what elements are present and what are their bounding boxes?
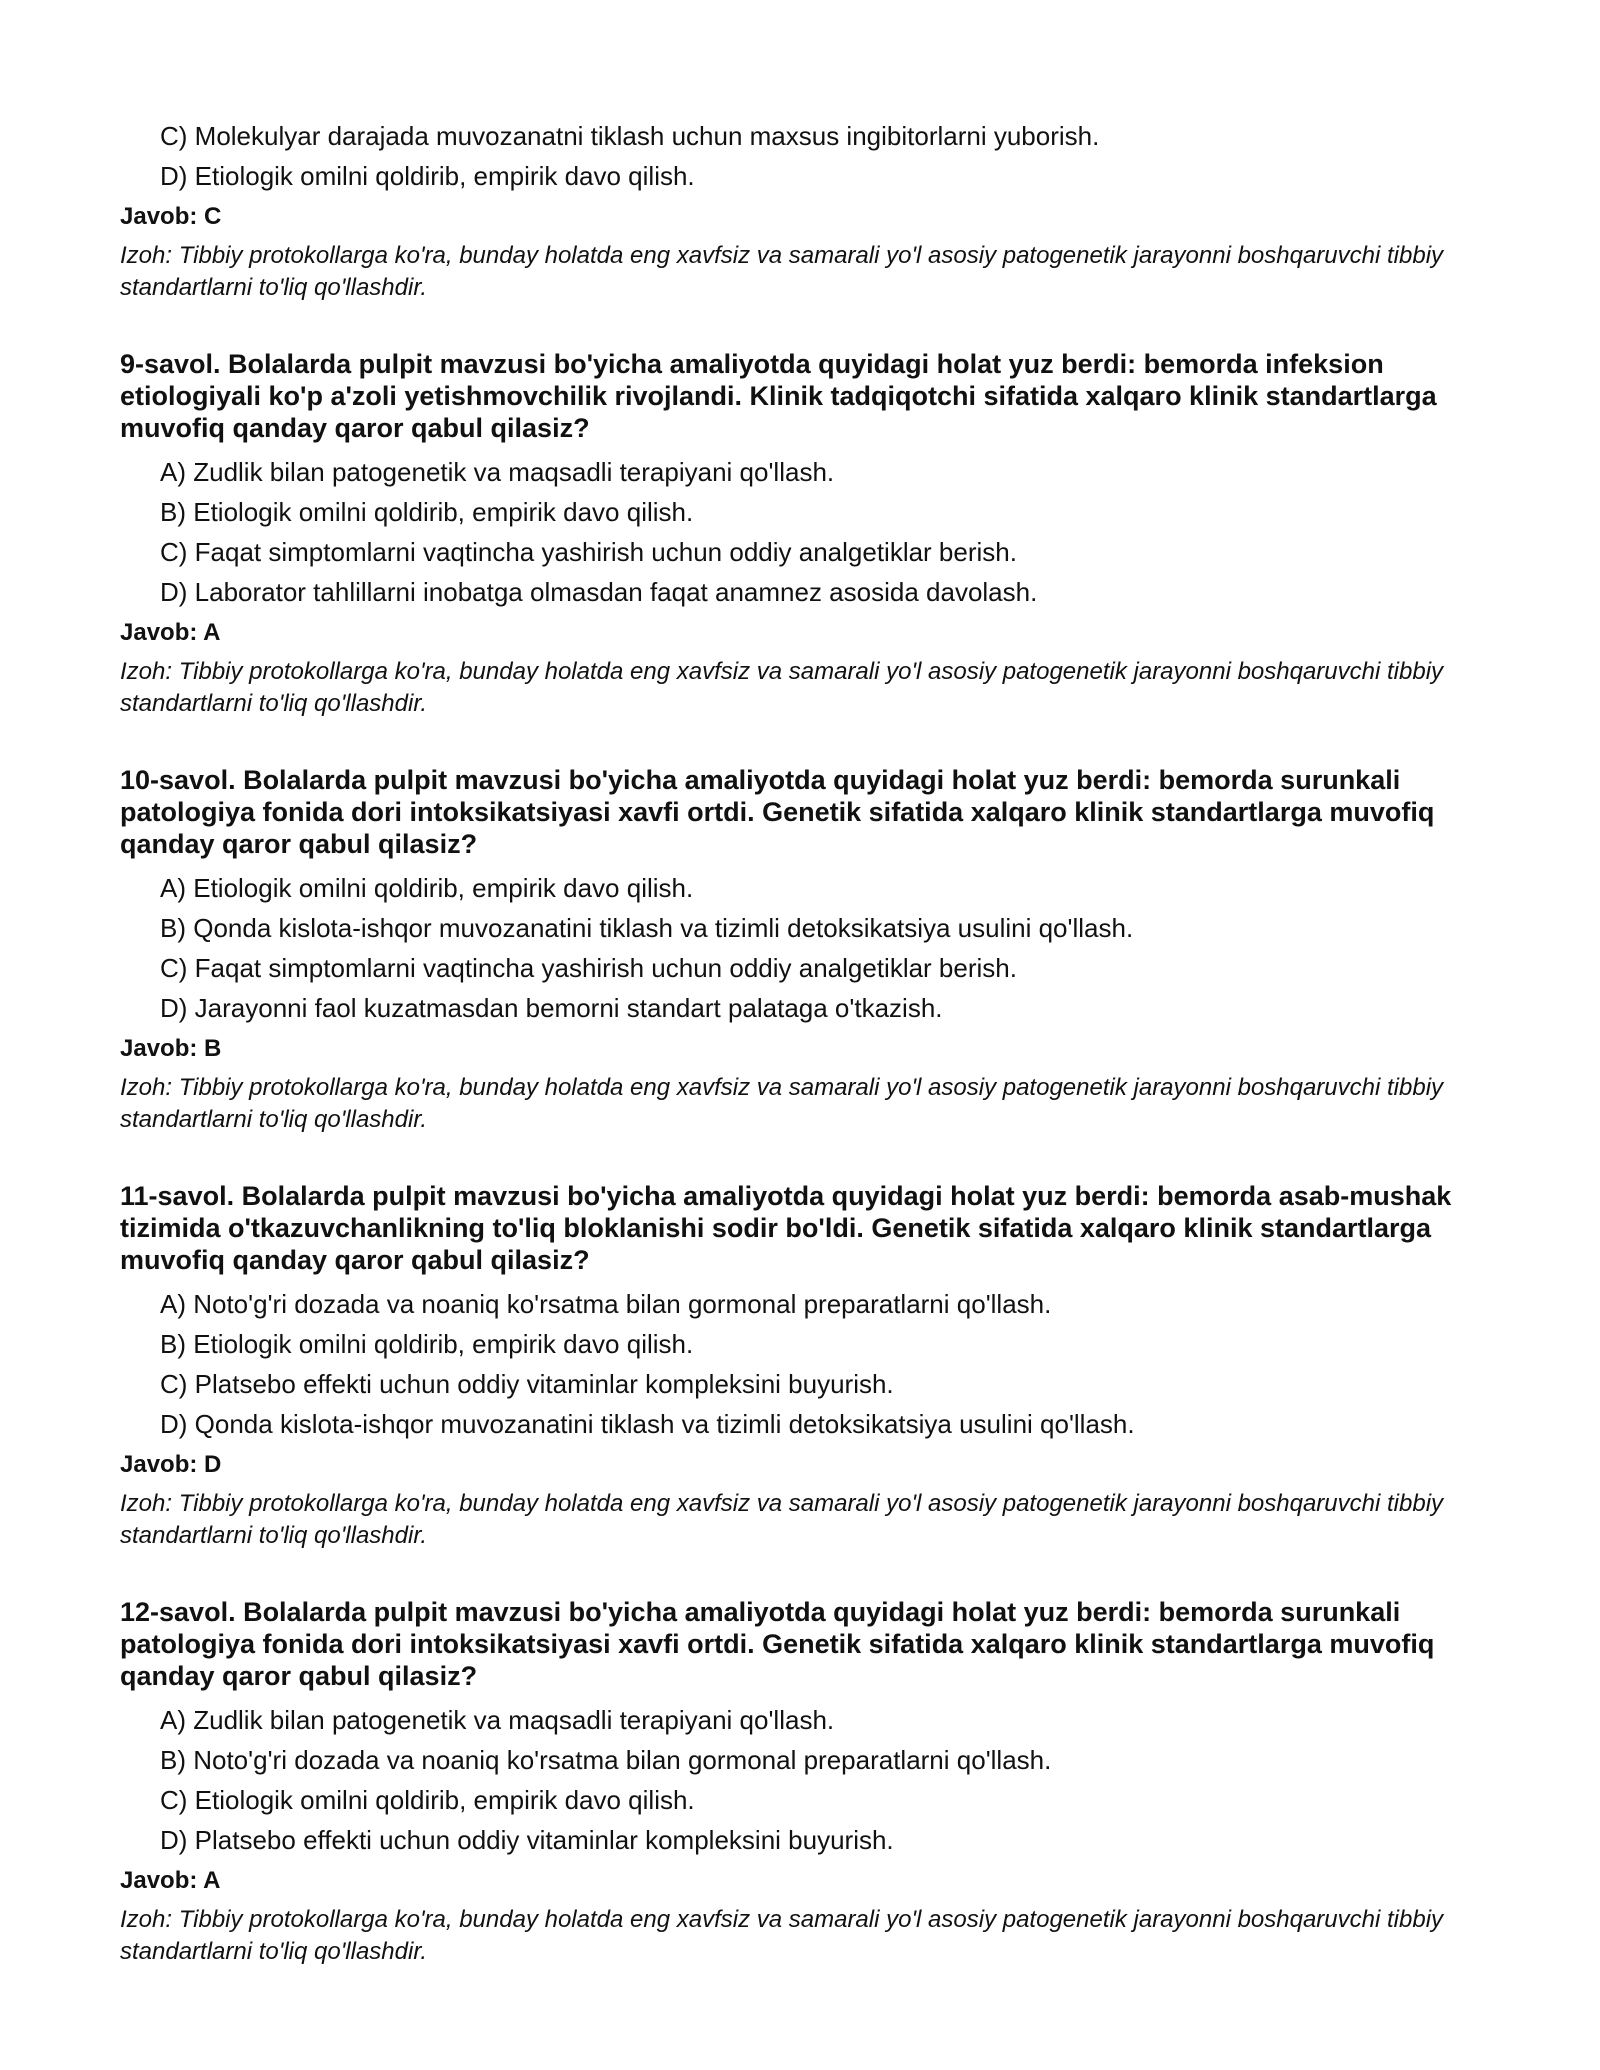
explanation-note: Izoh: Tibbiy protokollarga ko'ra, bunday holatda eng xavfsiz va samarali yo'l asosiy patogenetik jarayonni boshqaruvchi tibbiy standartlarni to'liq qo'llashdir. xyxy=(120,1074,1444,1133)
answer-label: Javob: C xyxy=(120,203,222,230)
explanation-note: Izoh: Tibbiy protokollarga ko'ra, bunday holatda eng xavfsiz va samarali yo'l asosiy patogenetik jarayonni boshqaruvchi tibbiy standartlarni to'liq qo'llashdir. xyxy=(120,1906,1444,1965)
option-c: C) Faqat simptomlarni vaqtincha yashirish uchun oddiy analgetiklar berish. xyxy=(160,537,1017,567)
question-text: 12-savol. Bolalarda pulpit mavzusi bo'yicha amaliyotda quyidagi holat yuz berdi: bemorda surunkali patologiya fonida dori intoksikatsiyasi xavfi ortdi. Genetik sifatida xalqaro klinik standartlarga muvofiq qanday qaror qabul qilasiz? xyxy=(120,1597,1435,1691)
option-list xyxy=(120,1288,1490,1440)
explanation-note: Izoh: Tibbiy protokollarga ko'ra, bunday holatda eng xavfsiz va samarali yo'l asosiy patogenetik jarayonni boshqaruvchi tibbiy standartlarni to'liq qo'llashdir. xyxy=(120,242,1444,301)
option-list xyxy=(120,872,1490,1024)
option-list xyxy=(120,120,1490,192)
option-d: D) Platsebo effekti uchun oddiy vitaminlar kompleksini buyurish. xyxy=(160,1825,894,1855)
option-c: C) Etiologik omilni qoldirib, empirik davo qilish. xyxy=(160,1785,695,1815)
option-a: A) Zudlik bilan patogenetik va maqsadli terapiyani qo'llash. xyxy=(160,1705,835,1735)
question-text: 9-savol. Bolalarda pulpit mavzusi bo'yicha amaliyotda quyidagi holat yuz berdi: bemorda infeksion etiologiyali ko'p a'zoli yetishmovchilik rivojlandi. Klinik tadqiqotchi sifatida xalqaro klinik standartlarga muvofiq qanday qaror qabul qilasiz? xyxy=(120,349,1437,443)
option-b: B) Etiologik omilni qoldirib, empirik davo qilish. xyxy=(160,1329,694,1359)
question-12 xyxy=(120,1596,1490,1968)
explanation-note: Izoh: Tibbiy protokollarga ko'ra, bunday holatda eng xavfsiz va samarali yo'l asosiy patogenetik jarayonni boshqaruvchi tibbiy standartlarni to'liq qo'llashdir. xyxy=(120,658,1444,717)
question-10 xyxy=(120,764,1490,1136)
option-d: D) Qonda kislota-ishqor muvozanatini tiklash va tizimli detoksikatsiya usulini qo'llash. xyxy=(160,1409,1135,1439)
option-c: C) Molekulyar darajada muvozanatni tiklash uchun maxsus ingibitorlarni yuborish. xyxy=(160,121,1100,151)
option-d: D) Jarayonni faol kuzatmasdan bemorni standart palataga o'tkazish. xyxy=(160,993,943,1023)
option-a: A) Noto'g'ri dozada va noaniq ko'rsatma bilan gormonal preparatlarni qo'llash. xyxy=(160,1289,1052,1319)
option-list xyxy=(120,456,1490,608)
option-c: C) Faqat simptomlarni vaqtincha yashirish uchun oddiy analgetiklar berish. xyxy=(160,953,1017,983)
option-b: B) Etiologik omilni qoldirib, empirik davo qilish. xyxy=(160,497,694,527)
question-text: 11-savol. Bolalarda pulpit mavzusi bo'yicha amaliyotda quyidagi holat yuz berdi: bemorda asab-mushak tizimida o'tkazuvchanlikning to'liq bloklanishi sodir bo'ldi. Genetik sifatida xalqaro klinik standartlarga muvofiq qanday qaror qabul qilasiz? xyxy=(120,1181,1452,1275)
option-a: A) Etiologik omilni qoldirib, empirik davo qilish. xyxy=(160,873,694,903)
question-8-continuation xyxy=(120,120,1490,304)
answer-label: Javob: A xyxy=(120,1867,221,1894)
option-list xyxy=(120,1704,1490,1856)
explanation-note: Izoh: Tibbiy protokollarga ko'ra, bunday holatda eng xavfsiz va samarali yo'l asosiy patogenetik jarayonni boshqaruvchi tibbiy standartlarni to'liq qo'llashdir. xyxy=(120,1490,1444,1549)
answer-label: Javob: B xyxy=(120,1035,222,1062)
question-9 xyxy=(120,348,1490,720)
option-d: D) Laborator tahlillarni inobatga olmasdan faqat anamnez asosida davolash. xyxy=(160,577,1038,607)
question-text: 10-savol. Bolalarda pulpit mavzusi bo'yicha amaliyotda quyidagi holat yuz berdi: bemorda surunkali patologiya fonida dori intoksikatsiyasi xavfi ortdi. Genetik sifatida xalqaro klinik standartlarga muvofiq qanday qaror qabul qilasiz? xyxy=(120,765,1435,859)
option-a: A) Zudlik bilan patogenetik va maqsadli terapiyani qo'llash. xyxy=(160,457,835,487)
option-c: C) Platsebo effekti uchun oddiy vitaminlar kompleksini buyurish. xyxy=(160,1369,894,1399)
option-d: D) Etiologik omilni qoldirib, empirik davo qilish. xyxy=(160,161,695,191)
option-b: B) Noto'g'ri dozada va noaniq ko'rsatma bilan gormonal preparatlarni qo'llash. xyxy=(160,1745,1052,1775)
option-b: B) Qonda kislota-ishqor muvozanatini tiklash va tizimli detoksikatsiya usulini qo'llash. xyxy=(160,913,1134,943)
answer-label: Javob: A xyxy=(120,619,221,646)
question-11 xyxy=(120,1180,1490,1552)
answer-label: Javob: D xyxy=(120,1451,222,1478)
